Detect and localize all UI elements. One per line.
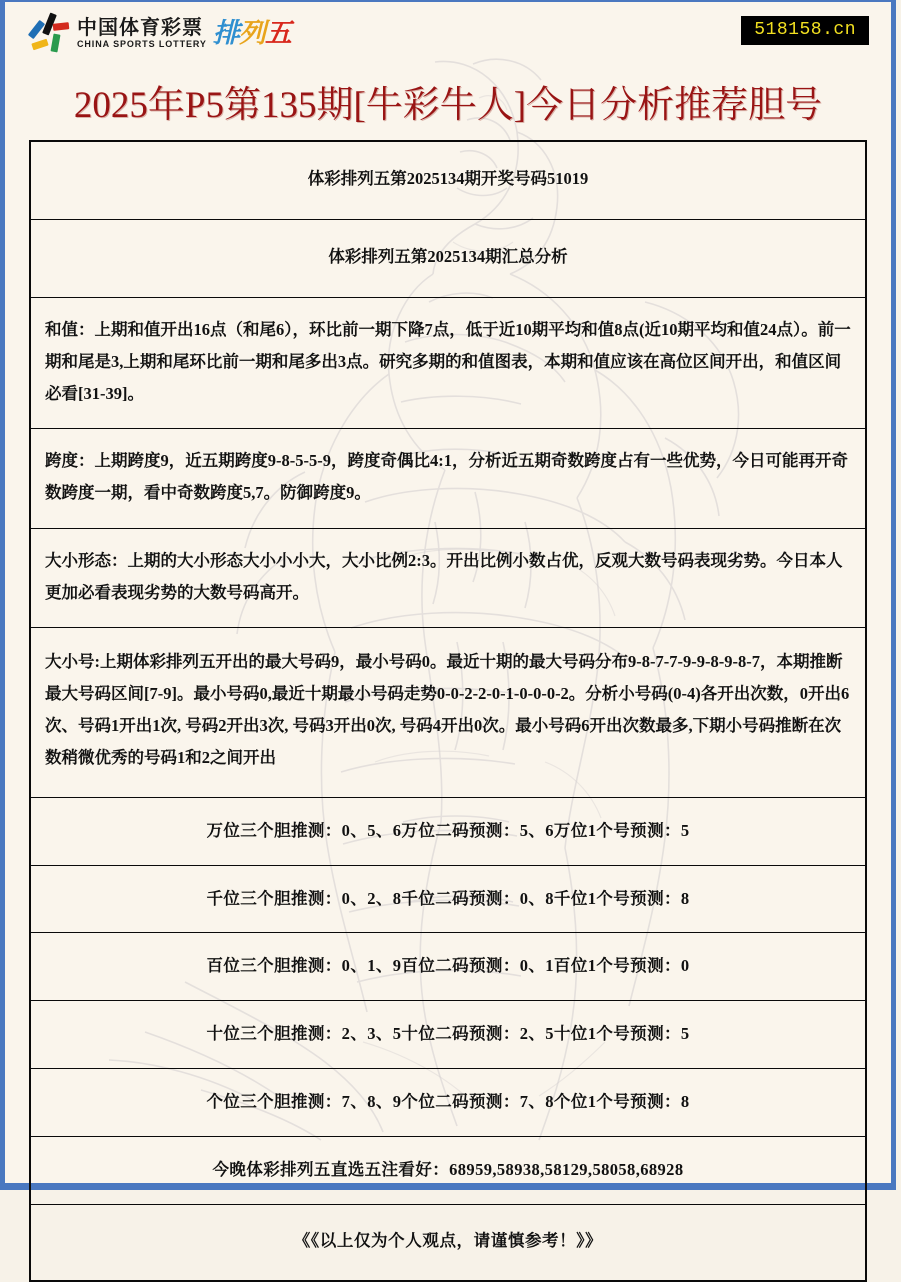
table-row (30, 627, 866, 797)
table-row (30, 865, 866, 933)
table-row (30, 797, 866, 865)
prediction-wan-wei: 万位三个胆推测：0、5、6万位二码预测：5、6万位1个号预测：5 (30, 797, 866, 865)
lottery-pinwheel-icon (27, 12, 71, 54)
page-title: 2025年P5第135期[牛彩牛人]今日分析推荐胆号 (73, 85, 823, 126)
table-row (30, 429, 866, 528)
logo-text-block (77, 18, 207, 49)
prediction-ge-wei: 个位三个胆推测：7、8、9个位二码预测：7、8个位1个号预测：8 (30, 1069, 866, 1137)
table-row (30, 141, 866, 219)
table-row (30, 1204, 866, 1280)
prediction-shi-wei: 十位三个胆推测：2、3、5十位二码预测：2、5十位1个号预测：5 (30, 1001, 866, 1069)
prediction-bai-wei: 百位三个胆推测：0、1、9百位二码预测：0、1百位1个号预测：0 (30, 933, 866, 1001)
section-sum-value: 和值：上期和值开出16点（和尾6），环比前一期下降7点，低于近10期平均和值8点(近10期平均和值24点）。前一期和尾是3,上期和尾环比前一期和尾多出3点。研究多期的和值图表，本期和值应该在高位区间开出，和值区间必看[31-39]。 (30, 297, 866, 429)
table-row (30, 1001, 866, 1069)
logo-game-name (213, 12, 291, 54)
table-row (30, 1137, 866, 1205)
summary-analysis-header: 体彩排列五第2025134期汇总分析 (30, 219, 866, 297)
section-span: 跨度：上期跨度9，近五期跨度9-8-5-5-9，跨度奇偶比4:1，分析近五期奇数跨度占有一些优势，今日可能再开奇数跨度一期，看中奇数跨度5,7。防御跨度9。 (30, 429, 866, 528)
logo-game-char-2: 列 (238, 18, 265, 48)
logo-game-char-3: 五 (264, 18, 291, 48)
site-domain-badge[interactable]: 518158.cn (741, 16, 869, 45)
table-row (30, 297, 866, 429)
table-row (30, 528, 866, 627)
page-content (5, 2, 891, 1282)
site-header (5, 2, 891, 72)
table-row (30, 1069, 866, 1137)
section-size-pattern: 大小形态：上期的大小形态大小小小大，大小比例2:3。开出比例小数占优，反观大数号码表现劣势。今日本人更加必看表现劣势的大数号码高开。 (30, 528, 866, 627)
logo-game-char-1: 排 (212, 18, 239, 48)
logo-brand-en: CHINA SPORTS LOTTERY (77, 38, 207, 49)
prediction-qian-wei: 千位三个胆推测：0、2、8千位二码预测：0、8千位1个号预测：8 (30, 865, 866, 933)
table-row (30, 219, 866, 297)
table-row (30, 933, 866, 1001)
logo-brand-cn: 中国体育彩票 (77, 16, 203, 39)
china-sports-lottery-logo (27, 10, 291, 56)
recommended-numbers: 今晚体彩排列五直选五注看好：68959,58938,58129,58058,68928 (30, 1137, 866, 1205)
draw-result-header: 体彩排列五第2025134期开奖号码51019 (307, 169, 589, 188)
section-size-number: 大小号:上期体彩排列五开出的最大号码9，最小号码0。最近十期的最大号码分布9-8-7-7-9-9-8-9-8-7，本期推断最大号码区间[7-9]。最小号码0,最近十期最小号码走势0-0-2-2-0-1-0-0-0-2。分析小号码(0-4)各开出次数，0开出6次、号码1开出1次, 号码2开出3次, 号码3开出0次, 号码4开出0次。最小号码6开出次数最多,下期小号码推断在次数稍微优秀的号码1和2之间开出 (30, 627, 866, 797)
analysis-table (29, 140, 867, 1282)
disclaimer-note: 《《以上仅为个人观点，请谨慎参考！》》 (30, 1204, 866, 1280)
